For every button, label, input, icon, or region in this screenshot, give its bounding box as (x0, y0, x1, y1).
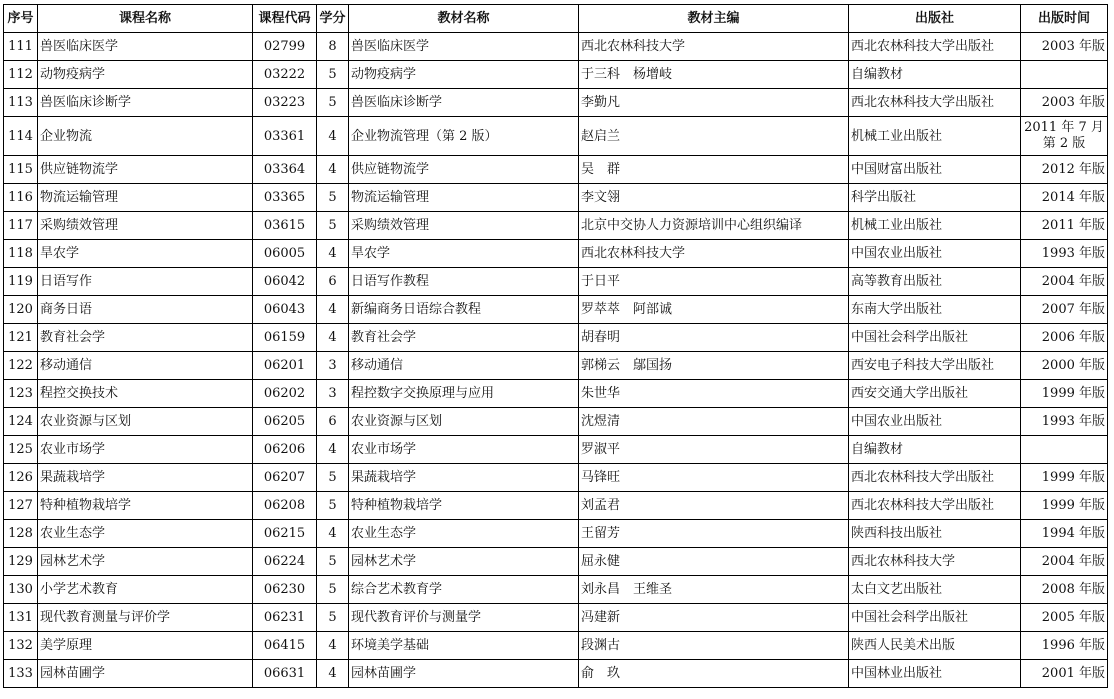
header-publisher: 出版社 (849, 5, 1021, 33)
cell-textbook-name: 农业资源与区划 (349, 408, 579, 436)
cell-credits: 4 (317, 324, 349, 352)
cell-index: 112 (4, 61, 38, 89)
cell-publish-date: 1999 年版 (1021, 464, 1108, 492)
table-row (4, 156, 1108, 184)
cell-course-code: 02799 (253, 33, 317, 61)
cell-textbook-name: 综合艺术教育学 (349, 576, 579, 604)
cell-course-code: 06224 (253, 548, 317, 576)
cell-publish-date: 1999 年版 (1021, 380, 1108, 408)
cell-textbook-name: 兽医临床医学 (349, 33, 579, 61)
cell-course-name: 动物疫病学 (38, 61, 253, 89)
cell-index: 121 (4, 324, 38, 352)
cell-course-code: 06043 (253, 296, 317, 324)
cell-textbook-name: 农业市场学 (349, 436, 579, 464)
cell-course-code: 06005 (253, 240, 317, 268)
cell-publisher: 高等教育出版社 (849, 268, 1021, 296)
cell-publisher: 中国农业出版社 (849, 408, 1021, 436)
cell-editor: 刘永昌 王维圣 (579, 576, 849, 604)
cell-course-code: 03222 (253, 61, 317, 89)
cell-publish-date: 2003 年版 (1021, 89, 1108, 117)
cell-publish-date: 2008 年版 (1021, 576, 1108, 604)
cell-course-name: 供应链物流学 (38, 156, 253, 184)
cell-course-name: 日语写作 (38, 268, 253, 296)
cell-editor: 李勤凡 (579, 89, 849, 117)
cell-editor: 罗淑平 (579, 436, 849, 464)
cell-publisher: 自编教材 (849, 436, 1021, 464)
cell-textbook-name: 园林苗圃学 (349, 660, 579, 688)
cell-publisher: 西安交通大学出版社 (849, 380, 1021, 408)
table-row (4, 240, 1108, 268)
cell-index: 133 (4, 660, 38, 688)
cell-publisher: 中国社会科学出版社 (849, 324, 1021, 352)
cell-editor: 王留芳 (579, 520, 849, 548)
cell-index: 127 (4, 492, 38, 520)
cell-textbook-name: 供应链物流学 (349, 156, 579, 184)
cell-course-code: 03361 (253, 117, 317, 156)
table-row (4, 548, 1108, 576)
cell-publisher: 中国财富出版社 (849, 156, 1021, 184)
cell-editor: 刘孟君 (579, 492, 849, 520)
cell-textbook-name: 果蔬栽培学 (349, 464, 579, 492)
cell-publish-date: 2012 年版 (1021, 156, 1108, 184)
cell-textbook-name: 教育社会学 (349, 324, 579, 352)
cell-course-code: 06631 (253, 660, 317, 688)
cell-publisher: 机械工业出版社 (849, 212, 1021, 240)
cell-textbook-name: 特种植物栽培学 (349, 492, 579, 520)
cell-textbook-name: 采购绩效管理 (349, 212, 579, 240)
cell-course-name: 美学原理 (38, 632, 253, 660)
header-course-code: 课程代码 (253, 5, 317, 33)
cell-credits: 3 (317, 380, 349, 408)
header-textbook-name: 教材名称 (349, 5, 579, 33)
cell-index: 113 (4, 89, 38, 117)
cell-publish-date: 2014 年版 (1021, 184, 1108, 212)
cell-editor: 沈煜清 (579, 408, 849, 436)
cell-publish-date: 2004 年版 (1021, 268, 1108, 296)
cell-publisher: 西北农林科技大学出版社 (849, 89, 1021, 117)
cell-credits: 5 (317, 89, 349, 117)
cell-index: 111 (4, 33, 38, 61)
cell-index: 129 (4, 548, 38, 576)
cell-textbook-name: 旱农学 (349, 240, 579, 268)
cell-textbook-name: 兽医临床诊断学 (349, 89, 579, 117)
cell-course-name: 教育社会学 (38, 324, 253, 352)
cell-index: 126 (4, 464, 38, 492)
header-editor: 教材主编 (579, 5, 849, 33)
cell-textbook-name: 日语写作教程 (349, 268, 579, 296)
cell-index: 120 (4, 296, 38, 324)
cell-publisher: 西北农林科技大学 (849, 548, 1021, 576)
cell-course-code: 03615 (253, 212, 317, 240)
cell-credits: 6 (317, 268, 349, 296)
cell-publish-date: 2001 年版 (1021, 660, 1108, 688)
cell-editor: 郭梯云 鄔国扬 (579, 352, 849, 380)
cell-credits: 4 (317, 117, 349, 156)
cell-editor: 李文翎 (579, 184, 849, 212)
cell-publish-date: 1994 年版 (1021, 520, 1108, 548)
cell-publisher: 西北农林科技大学出版社 (849, 492, 1021, 520)
cell-credits: 5 (317, 61, 349, 89)
cell-credits: 8 (317, 33, 349, 61)
cell-editor: 冯建新 (579, 604, 849, 632)
cell-index: 122 (4, 352, 38, 380)
cell-course-name: 园林苗圃学 (38, 660, 253, 688)
cell-publish-date: 1996 年版 (1021, 632, 1108, 660)
table-row (4, 61, 1108, 89)
cell-publish-date: 2011 年版 (1021, 212, 1108, 240)
cell-editor: 马锋旺 (579, 464, 849, 492)
table-row (4, 436, 1108, 464)
cell-course-code: 06231 (253, 604, 317, 632)
cell-index: 131 (4, 604, 38, 632)
cell-index: 116 (4, 184, 38, 212)
cell-course-name: 农业资源与区划 (38, 408, 253, 436)
cell-course-code: 06201 (253, 352, 317, 380)
cell-publish-date: 2006 年版 (1021, 324, 1108, 352)
cell-index: 125 (4, 436, 38, 464)
cell-course-name: 程控交换技术 (38, 380, 253, 408)
table-row (4, 324, 1108, 352)
cell-course-code: 06230 (253, 576, 317, 604)
cell-textbook-name: 企业物流管理（第 2 版） (349, 117, 579, 156)
header-index: 序号 (4, 5, 38, 33)
cell-credits: 4 (317, 436, 349, 464)
cell-editor: 西北农林科技大学 (579, 240, 849, 268)
cell-index: 117 (4, 212, 38, 240)
cell-editor: 北京中交协人力资源培训中心组织编译 (579, 212, 849, 240)
cell-course-code: 03223 (253, 89, 317, 117)
table-body (4, 33, 1108, 688)
course-textbook-table (3, 4, 1108, 688)
cell-index: 132 (4, 632, 38, 660)
cell-course-name: 企业物流 (38, 117, 253, 156)
table-row (4, 212, 1108, 240)
cell-course-code: 06202 (253, 380, 317, 408)
table-row (4, 268, 1108, 296)
cell-course-name: 园林艺术学 (38, 548, 253, 576)
cell-course-name: 商务日语 (38, 296, 253, 324)
cell-publish-date: 2004 年版 (1021, 548, 1108, 576)
cell-editor: 于三科 杨增岐 (579, 61, 849, 89)
cell-course-name: 兽医临床医学 (38, 33, 253, 61)
table-row (4, 117, 1108, 156)
cell-publisher: 西北农林科技大学出版社 (849, 464, 1021, 492)
cell-course-code: 06208 (253, 492, 317, 520)
cell-index: 130 (4, 576, 38, 604)
cell-course-name: 物流运输管理 (38, 184, 253, 212)
cell-editor: 屈永健 (579, 548, 849, 576)
cell-editor: 朱世华 (579, 380, 849, 408)
cell-textbook-name: 现代教育评价与测量学 (349, 604, 579, 632)
cell-editor: 罗萃萃 阿部诚 (579, 296, 849, 324)
cell-course-code: 06206 (253, 436, 317, 464)
table-row (4, 520, 1108, 548)
header-credits: 学分 (317, 5, 349, 33)
cell-editor: 赵启兰 (579, 117, 849, 156)
cell-credits: 3 (317, 352, 349, 380)
cell-publish-date: 2011 年 7 月 第 2 版 (1021, 117, 1108, 156)
cell-publisher: 陕西科技出版社 (849, 520, 1021, 548)
cell-editor: 段渊古 (579, 632, 849, 660)
table-row (4, 408, 1108, 436)
cell-publish-date: 2003 年版 (1021, 33, 1108, 61)
cell-textbook-name: 移动通信 (349, 352, 579, 380)
table-row (4, 492, 1108, 520)
cell-credits: 4 (317, 156, 349, 184)
cell-textbook-name: 物流运输管理 (349, 184, 579, 212)
table-row (4, 632, 1108, 660)
table-row (4, 89, 1108, 117)
cell-course-name: 现代教育测量与评价学 (38, 604, 253, 632)
table-row (4, 660, 1108, 688)
cell-editor: 于日平 (579, 268, 849, 296)
cell-credits: 5 (317, 464, 349, 492)
cell-publish-date: 2000 年版 (1021, 352, 1108, 380)
cell-index: 114 (4, 117, 38, 156)
table-row (4, 380, 1108, 408)
cell-publisher: 科学出版社 (849, 184, 1021, 212)
cell-publisher: 陕西人民美术出版 (849, 632, 1021, 660)
table-row (4, 352, 1108, 380)
cell-textbook-name: 环境美学基础 (349, 632, 579, 660)
cell-editor: 西北农林科技大学 (579, 33, 849, 61)
table-row (4, 33, 1108, 61)
cell-textbook-name: 动物疫病学 (349, 61, 579, 89)
cell-editor: 吴 群 (579, 156, 849, 184)
cell-index: 124 (4, 408, 38, 436)
cell-editor: 俞 玖 (579, 660, 849, 688)
cell-credits: 4 (317, 520, 349, 548)
cell-textbook-name: 园林艺术学 (349, 548, 579, 576)
cell-publisher: 机械工业出版社 (849, 117, 1021, 156)
cell-publisher: 东南大学出版社 (849, 296, 1021, 324)
cell-textbook-name: 农业生态学 (349, 520, 579, 548)
cell-course-code: 06205 (253, 408, 317, 436)
table-header-row (4, 5, 1108, 33)
cell-credits: 5 (317, 184, 349, 212)
cell-course-code: 03365 (253, 184, 317, 212)
table-row (4, 576, 1108, 604)
cell-index: 118 (4, 240, 38, 268)
cell-course-name: 果蔬栽培学 (38, 464, 253, 492)
cell-course-name: 农业生态学 (38, 520, 253, 548)
cell-index: 123 (4, 380, 38, 408)
cell-course-name: 移动通信 (38, 352, 253, 380)
cell-editor: 胡春明 (579, 324, 849, 352)
cell-publisher: 中国农业出版社 (849, 240, 1021, 268)
table-row (4, 184, 1108, 212)
cell-course-code: 06207 (253, 464, 317, 492)
cell-credits: 5 (317, 212, 349, 240)
cell-publish-date: 2007 年版 (1021, 296, 1108, 324)
table-row (4, 464, 1108, 492)
cell-credits: 4 (317, 660, 349, 688)
cell-publisher: 西安电子科技大学出版社 (849, 352, 1021, 380)
cell-publish-date (1021, 436, 1108, 464)
cell-credits: 4 (317, 296, 349, 324)
header-course-name: 课程名称 (38, 5, 253, 33)
cell-publisher: 自编教材 (849, 61, 1021, 89)
course-textbook-table-wrapper (3, 4, 1108, 688)
cell-course-name: 特种植物栽培学 (38, 492, 253, 520)
cell-credits: 5 (317, 492, 349, 520)
cell-index: 115 (4, 156, 38, 184)
cell-course-name: 农业市场学 (38, 436, 253, 464)
cell-course-code: 06415 (253, 632, 317, 660)
cell-credits: 6 (317, 408, 349, 436)
cell-course-name: 兽医临床诊断学 (38, 89, 253, 117)
cell-course-name: 采购绩效管理 (38, 212, 253, 240)
cell-credits: 5 (317, 548, 349, 576)
table-row (4, 604, 1108, 632)
cell-credits: 4 (317, 632, 349, 660)
cell-course-code: 06042 (253, 268, 317, 296)
cell-index: 119 (4, 268, 38, 296)
cell-credits: 4 (317, 240, 349, 268)
cell-course-code: 06159 (253, 324, 317, 352)
cell-publisher: 中国社会科学出版社 (849, 604, 1021, 632)
cell-course-name: 旱农学 (38, 240, 253, 268)
cell-publish-date: 1993 年版 (1021, 240, 1108, 268)
cell-course-code: 06215 (253, 520, 317, 548)
cell-credits: 5 (317, 576, 349, 604)
cell-publish-date: 1999 年版 (1021, 492, 1108, 520)
cell-publish-date: 2005 年版 (1021, 604, 1108, 632)
cell-course-name: 小学艺术教育 (38, 576, 253, 604)
cell-publish-date: 1993 年版 (1021, 408, 1108, 436)
cell-textbook-name: 新编商务日语综合教程 (349, 296, 579, 324)
cell-textbook-name: 程控数字交换原理与应用 (349, 380, 579, 408)
header-publish-date: 出版时间 (1021, 5, 1108, 33)
cell-credits: 5 (317, 604, 349, 632)
cell-course-code: 03364 (253, 156, 317, 184)
cell-publisher: 太白文艺出版社 (849, 576, 1021, 604)
cell-publisher: 中国林业出版社 (849, 660, 1021, 688)
cell-index: 128 (4, 520, 38, 548)
table-row (4, 296, 1108, 324)
cell-publish-date (1021, 61, 1108, 89)
cell-publisher: 西北农林科技大学出版社 (849, 33, 1021, 61)
